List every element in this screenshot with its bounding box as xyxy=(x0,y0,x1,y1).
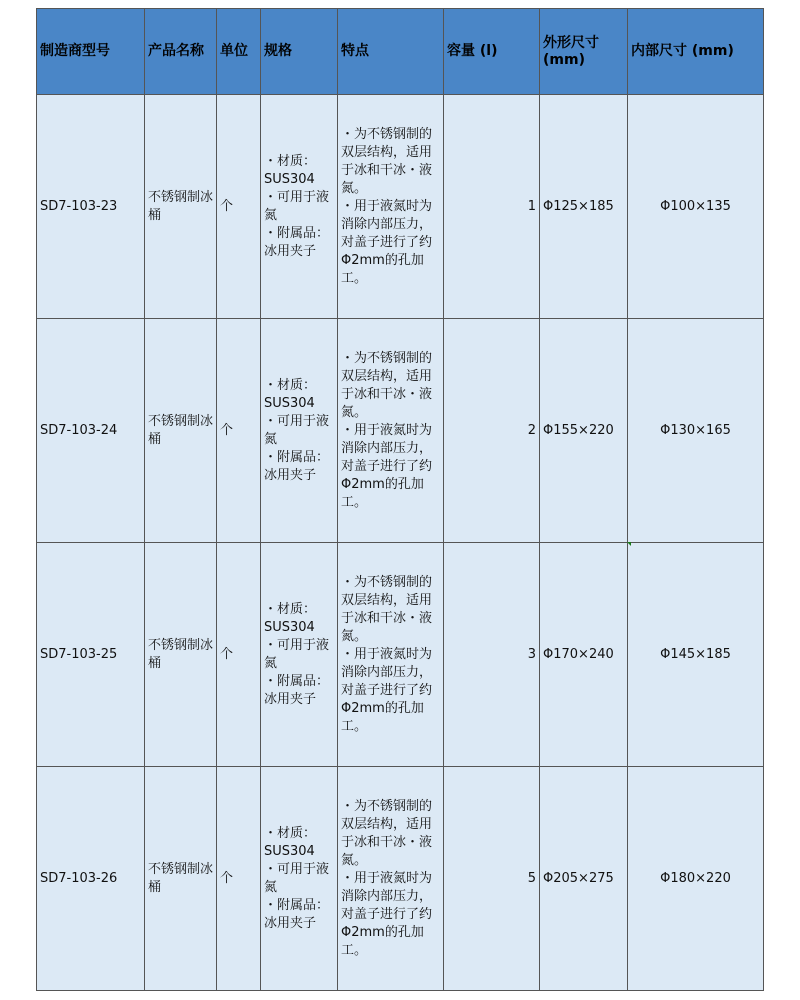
cell-features: ・为不锈钢制的双层结构，适用于冰和干冰・液氮。 ・用于液氮时为消除内部压力，对盖子进行了约Φ2mm的孔加工。 xyxy=(338,319,444,543)
table-row xyxy=(37,767,764,991)
cell-model: SD7-103-26 xyxy=(37,767,145,991)
cell-capacity: 5 xyxy=(444,767,540,991)
cell-name: 不锈钢制冰桶 xyxy=(145,767,217,991)
cell-inner-size: Φ130×165 xyxy=(628,319,764,543)
header-spec: 规格 xyxy=(261,9,338,95)
cell-spec: ・材质： SUS304 ・可用于液氮 ・附属品：冰用夹子 xyxy=(261,95,338,319)
cell-outer-size: Φ205×275 xyxy=(540,767,628,991)
cell-capacity: 3 xyxy=(444,543,540,767)
table-row xyxy=(37,95,764,319)
header-unit: 单位 xyxy=(217,9,261,95)
header-inner-size: 内部尺寸 (mm) xyxy=(628,9,764,95)
cell-inner-size: Φ100×135 xyxy=(628,95,764,319)
cell-inner-size: Φ145×185 xyxy=(628,543,764,767)
header-capacity: 容量 (l) xyxy=(444,9,540,95)
cell-model: SD7-103-25 xyxy=(37,543,145,767)
cell-model: SD7-103-24 xyxy=(37,319,145,543)
header-model: 制造商型号 xyxy=(37,9,145,95)
cell-name: 不锈钢制冰桶 xyxy=(145,319,217,543)
header-row xyxy=(37,9,764,95)
cell-features: ・为不锈钢制的双层结构，适用于冰和干冰・液氮。 ・用于液氮时为消除内部压力，对盖子进行了约Φ2mm的孔加工。 xyxy=(338,95,444,319)
cell-outer-size: Φ125×185 xyxy=(540,95,628,319)
cell-spec: ・材质： SUS304 ・可用于液氮 ・附属品：冰用夹子 xyxy=(261,319,338,543)
cell-comment-marker xyxy=(627,542,631,546)
cell-inner-size: Φ180×220 xyxy=(628,767,764,991)
cell-unit: 个 xyxy=(217,95,261,319)
product-table xyxy=(36,8,764,991)
cell-unit: 个 xyxy=(217,319,261,543)
header-outer-size: 外形尺寸 (mm) xyxy=(540,9,628,95)
cell-capacity: 2 xyxy=(444,319,540,543)
cell-outer-size: Φ170×240 xyxy=(540,543,628,767)
cell-name: 不锈钢制冰桶 xyxy=(145,95,217,319)
cell-name: 不锈钢制冰桶 xyxy=(145,543,217,767)
cell-features: ・为不锈钢制的双层结构，适用于冰和干冰・液氮。 ・用于液氮时为消除内部压力，对盖子进行了约Φ2mm的孔加工。 xyxy=(338,543,444,767)
cell-outer-size: Φ155×220 xyxy=(540,319,628,543)
cell-unit: 个 xyxy=(217,543,261,767)
table-row xyxy=(37,543,764,767)
cell-spec: ・材质： SUS304 ・可用于液氮 ・附属品：冰用夹子 xyxy=(261,767,338,991)
cell-features: ・为不锈钢制的双层结构，适用于冰和干冰・液氮。 ・用于液氮时为消除内部压力，对盖子进行了约Φ2mm的孔加工。 xyxy=(338,767,444,991)
header-features: 特点 xyxy=(338,9,444,95)
cell-model: SD7-103-23 xyxy=(37,95,145,319)
cell-unit: 个 xyxy=(217,767,261,991)
cell-capacity: 1 xyxy=(444,95,540,319)
table-row xyxy=(37,319,764,543)
cell-spec: ・材质： SUS304 ・可用于液氮 ・附属品：冰用夹子 xyxy=(261,543,338,767)
header-name: 产品名称 xyxy=(145,9,217,95)
